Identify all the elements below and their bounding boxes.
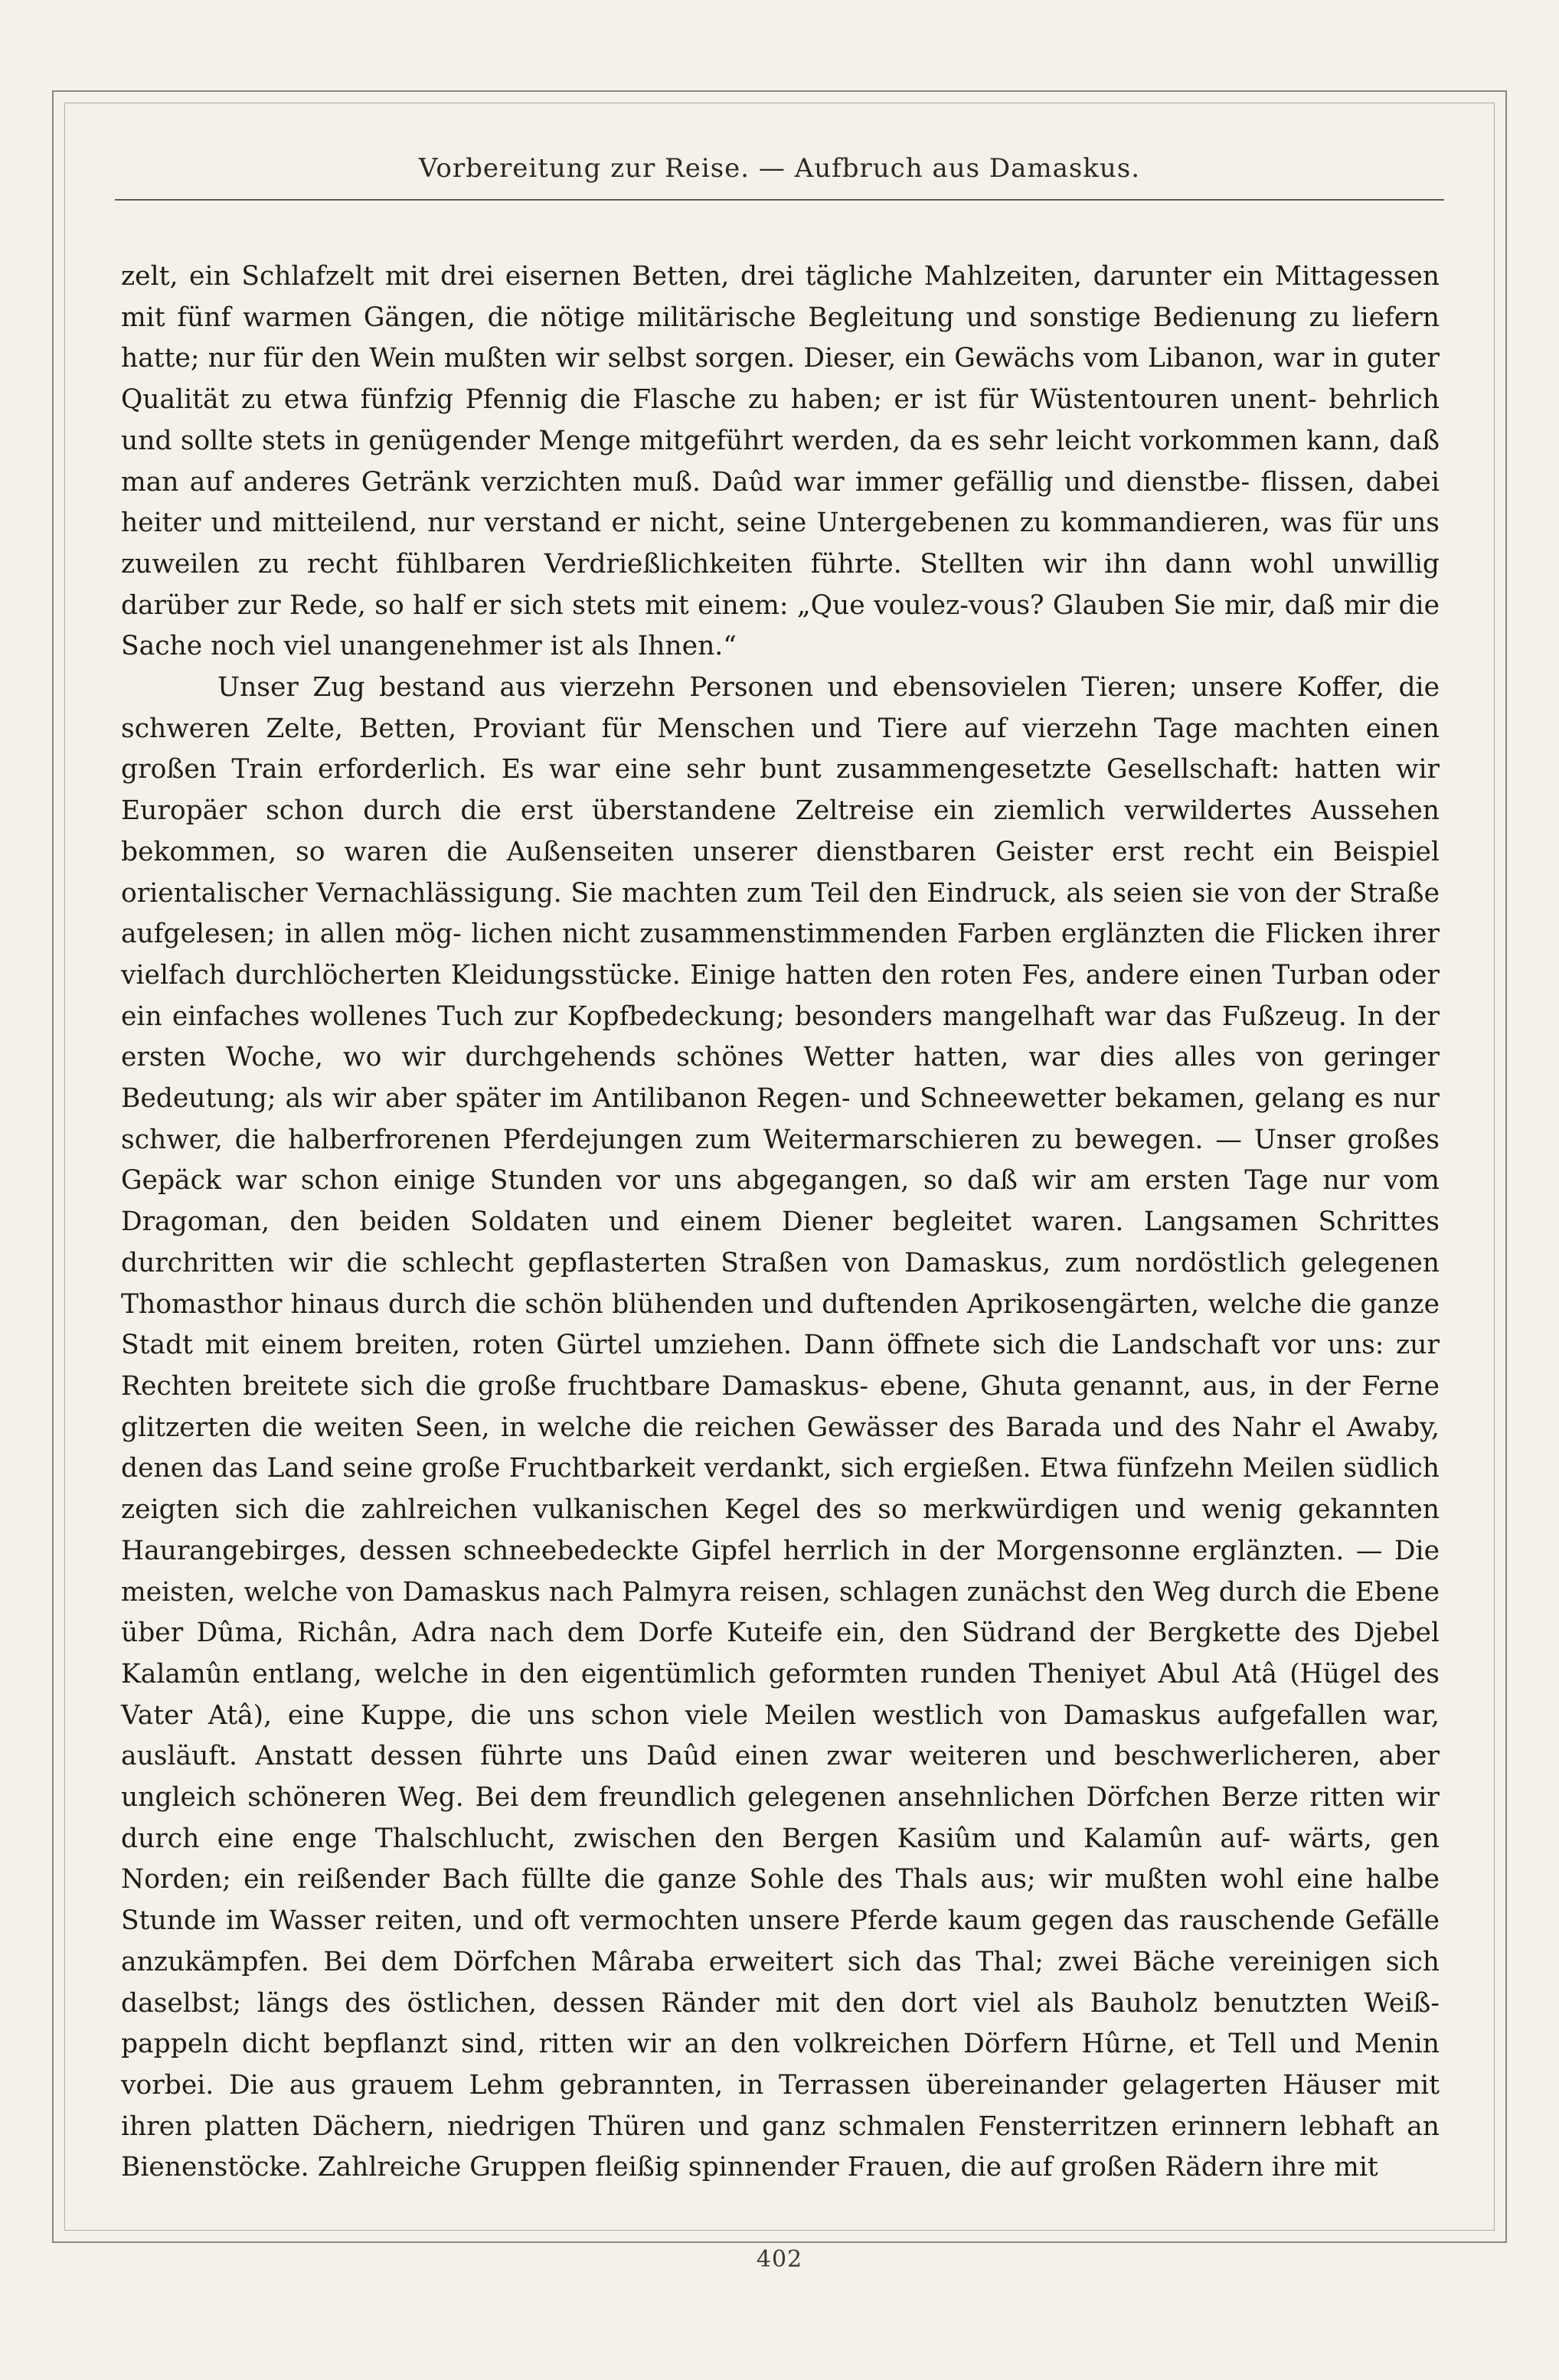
header-rule [115, 199, 1444, 201]
body-text [121, 256, 1440, 2189]
running-head: Vorbereitung zur Reise. — Aufbruch aus Damaskus. [418, 153, 1141, 184]
paragraph: Unser Zug bestand aus vierzehn Personen und ebensovielen Tieren; unsere Koffer, die schweren Zelte, Betten, Proviant für Menschen und Tiere auf vierzehn Tage machten einen großen Train erforderlich. Es war eine sehr bunt zusammengesetzte Gesellschaft: hatten wir Europäer schon durch die erst überstandene Zeltreise ein ziemlich verwildertes Aussehen bekommen, so waren die Außenseiten unserer dienstbaren Geister erst recht ein Beispiel orientalischer Vernachlässigung. Sie machten zum Teil den Eindruck, als seien sie von der Straße aufgelesen; in allen mög- lichen nicht zusammenstimmenden Farben erglänzten die Flicken ihrer vielfach durchlöcherten Kleidungsstücke. Einige hatten den roten Fes, andere einen Turban oder ein einfaches wollenes Tuch zur Kopfbedeckung; besonders mangelhaft war das Fußzeug. In der ersten Woche, wo wir durchgehends schönes Wetter hatten, war dies alles von geringer Bedeutung; als wir aber später im Antilibanon Regen- und Schneewetter bekamen, gelang es nur schwer, die halberfrorenen Pferdejungen zum Weitermarschieren zu bewegen. — Unser großes Gepäck war schon einige Stunden vor uns abgegangen, so daß wir am ersten Tage nur vom Dragoman, den beiden Soldaten und einem Diener begleitet waren. Langsamen Schrittes durchritten wir die schlecht gepflasterten Straßen von Damaskus, zum nordöstlich gelegenen Thomasthor hinaus durch die schön blühenden und duftenden Aprikosengärten, welche die ganze Stadt mit einem breiten, roten Gürtel umziehen. Dann öffnete sich die Landschaft vor uns: zur Rechten breitete sich die große fruchtbare Damaskus- ebene, Ghuta genannt, aus, in der Ferne glitzerten die weiten Seen, in welche die reichen Gewässer des Barada und des Nahr el Awaby, denen das Land seine große Fruchtbarkeit verdankt, sich ergießen. Etwa fünfzehn Meilen südlich zeigten sich die zahlreichen vulkanischen Kegel des so merkwürdigen und wenig gekannten Haurangebirges, dessen schneebedeckte Gipfel herrlich in der Morgensonne erglänzten. — Die meisten, welche von Damaskus nach Palmyra reisen, schlagen zunächst den Weg durch die Ebene über Dûma, Richân, Adra nach dem Dorfe Kuteife ein, den Südrand der Bergkette des Djebel Kalamûn entlang, welche in den eigentümlich geformten runden Theniyet Abul Atâ (Hügel des Vater Atâ), eine Kuppe, die uns schon viele Meilen westlich von Damaskus aufgefallen war, ausläuft. Anstatt dessen führte uns Daûd einen zwar weiteren und beschwerlicheren, aber ungleich schöneren Weg. Bei dem freundlich gelegenen ansehnlichen Dörfchen Berze ritten wir durch eine enge Thalschlucht, zwischen den Bergen Kasiûm und Kalamûn auf- wärts, gen Norden; ein reißender Bach füllte die ganze Sohle des Thals aus; wir mußten wohl eine halbe Stunde im Wasser reiten, und oft vermochten unsere Pferde kaum gegen das rauschende Gefälle anzukämpfen. Bei dem Dörfchen Mâraba erweitert sich das Thal; zwei Bäche vereinigen sich daselbst; längs des östlichen, dessen Ränder mit den dort viel als Bauholz benutzten Weiß- pappeln dicht bepflanzt sind, ritten wir an den volkreichen Dörfern Hûrne, et Tell und Menin vorbei. Die aus grauem Lehm gebrannten, in Terrassen übereinander gelagerten Häuser mit ihren platten Dächern, niedrigen Thüren und ganz schmalen Fensterritzen erinnern lebhaft an Bienenstöcke. Zahlreiche Gruppen fleißig spinnender Frauen, die auf großen Rädern ihre mit [121, 672, 1440, 2183]
page-number: 402 [756, 2246, 803, 2273]
paragraph-continued: zelt, ein Schlafzelt mit drei eisernen Betten, drei tägliche Mahlzeiten, darunter ein Mittagessen mit fünf warmen Gängen, die nötige militärische Begleitung und sonstige Bedienung zu liefern hatte; nur für den Wein mußten wir selbst sorgen. Dieser, ein Gewächs vom Libanon, war in guter Qualität zu etwa fünfzig Pfennig die Flasche zu haben; er ist für Wüstentouren unent- behrlich und sollte stets in genügender Menge mitgeführt werden, da es sehr leicht vorkommen kann, daß man auf anderes Getränk verzichten muß. Daûd war immer gefällig und dienstbe- flissen, dabei heiter und mitteilend, nur verstand er nicht, seine Untergebenen zu kommandieren, was für uns zuweilen zu recht fühlbaren Verdrießlichkeiten führte. Stellten wir ihn dann wohl unwillig darüber zur Rede, so half er sich stets mit einem: „Que voulez-vous? Glauben Sie mir, daß mir die Sache noch viel unangenehmer ist als Ihnen.“ [121, 261, 1440, 662]
